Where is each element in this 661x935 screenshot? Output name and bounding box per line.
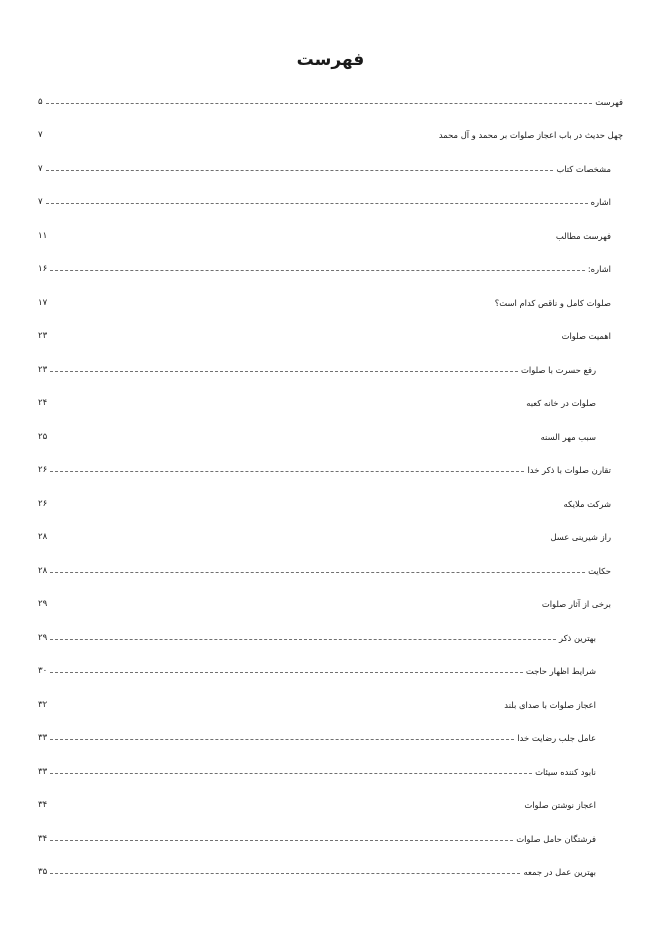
- toc-entry-title: چهل حدیث در باب اعجاز صلوات بر محمد و آل محمد: [438, 130, 623, 140]
- toc-dot-leader: [50, 270, 585, 271]
- toc-entry-title: اشاره: [590, 197, 611, 207]
- toc-entry-title: اهمیت صلوات: [561, 331, 611, 341]
- toc-entry-title: بهترین عمل در جمعه: [523, 867, 596, 877]
- toc-page-number: ۲۹: [38, 599, 48, 609]
- toc-entry[interactable]: [38, 329, 611, 343]
- toc-dot-leader: [50, 572, 585, 573]
- toc-page-number: ۳۳: [38, 767, 48, 777]
- toc-page-number: ۲۳: [38, 365, 48, 375]
- toc-page-number: ۲۹: [38, 633, 48, 643]
- toc-entry[interactable]: [38, 95, 623, 109]
- toc-entry[interactable]: [38, 430, 596, 444]
- toc-entry[interactable]: [38, 463, 611, 477]
- toc-page-number: ۲۳: [38, 331, 48, 341]
- toc-page-number: ۲۶: [38, 499, 48, 509]
- toc-entry-title: اشاره:: [587, 264, 611, 274]
- toc-dot-leader: [50, 739, 514, 740]
- toc-entry[interactable]: [38, 296, 611, 310]
- toc-entry-title: فهرست مطالب: [555, 231, 611, 241]
- toc-entry-title: فهرست: [595, 97, 623, 107]
- toc-entry[interactable]: [38, 664, 596, 678]
- toc-entry-title: بهترین ذكر: [558, 633, 596, 643]
- toc-entry-title: شركت ملایكه: [563, 499, 611, 509]
- toc-page-number: ۳۰: [38, 666, 48, 676]
- toc-dot-leader: [46, 170, 554, 171]
- toc-entry-title: حكایت: [588, 566, 611, 576]
- toc-dot-leader: [50, 773, 532, 774]
- toc-entry[interactable]: [38, 597, 611, 611]
- toc-entry[interactable]: [38, 396, 596, 410]
- toc-entry-title: صلوات كامل و ناقص كدام است؟: [494, 298, 611, 308]
- toc-entry[interactable]: [38, 765, 596, 779]
- toc-page-number: ۱۶: [38, 264, 48, 274]
- toc-entry[interactable]: [38, 865, 596, 879]
- page-title: فهرست: [296, 50, 365, 70]
- toc-entry[interactable]: [38, 731, 596, 745]
- toc-page-number: ۲۸: [38, 566, 48, 576]
- toc-entry-title: عامل جلب رضایت خدا: [517, 733, 596, 743]
- toc-entry-title: نابود كننده سیئات: [535, 767, 596, 777]
- toc-entry[interactable]: [38, 162, 611, 176]
- toc-entry-title: رفع حسرت با صلوات: [521, 365, 596, 375]
- toc-dot-leader: [46, 203, 588, 204]
- toc-page-number: ۳۵: [38, 867, 48, 877]
- toc-entry[interactable]: [38, 798, 596, 812]
- toc-page-number: ۷: [38, 130, 43, 140]
- toc-page-number: ۲۵: [38, 432, 48, 442]
- toc-entry-title: برخی از آثار صلوات: [541, 599, 611, 609]
- toc-entry[interactable]: [38, 530, 611, 544]
- toc-dot-leader: [46, 103, 593, 104]
- toc-page-number: ۷: [38, 164, 43, 174]
- toc-page-number: ۲۶: [38, 465, 48, 475]
- toc-entry[interactable]: [38, 832, 596, 846]
- toc-page-number: ۳۴: [38, 800, 48, 810]
- toc-entry-title: سبب مهر السنه: [540, 432, 596, 442]
- toc-entry[interactable]: [38, 128, 623, 142]
- toc-entry[interactable]: [38, 564, 611, 578]
- toc-dot-leader: [50, 840, 513, 841]
- toc-dot-leader: [50, 639, 556, 640]
- toc-page-number: ۵: [38, 97, 43, 107]
- toc-entry[interactable]: [38, 698, 596, 712]
- toc-page-number: ۷: [38, 197, 43, 207]
- toc-dot-leader: [50, 672, 523, 673]
- toc-entry[interactable]: [38, 497, 611, 511]
- toc-dot-leader: [50, 471, 524, 472]
- toc-entry[interactable]: [38, 262, 611, 276]
- toc-entry[interactable]: [38, 631, 596, 645]
- toc-page-number: ۲۸: [38, 532, 48, 542]
- toc-entry-title: صلوات در خانه كعبه: [526, 398, 596, 408]
- toc-entry-title: مشخصات كتاب: [556, 164, 611, 174]
- toc-page-number: ۱۱: [38, 231, 48, 241]
- toc-entry[interactable]: [38, 229, 611, 243]
- toc-page-number: ۳۳: [38, 733, 48, 743]
- toc-entry-title: فرشتگان حامل صلوات: [516, 834, 596, 844]
- toc-entry[interactable]: [38, 363, 596, 377]
- toc-page-number: ۳۲: [38, 700, 48, 710]
- toc-entry-title: راز شیرینی عسل: [550, 532, 611, 542]
- toc-entry-title: تقارن صلوات با ذكر خدا: [527, 465, 611, 475]
- toc-dot-leader: [50, 371, 518, 372]
- toc-dot-leader: [50, 873, 520, 874]
- toc-page-number: ۱۷: [38, 298, 48, 308]
- toc-entry[interactable]: [38, 195, 611, 209]
- toc-entry-title: شرایط اظهار حاجت: [525, 666, 596, 676]
- toc-page-number: ۳۴: [38, 834, 48, 844]
- toc-page-number: ۲۴: [38, 398, 48, 408]
- toc-entry-title: اعجاز صلوات با صدای بلند: [504, 700, 596, 710]
- toc-entry-title: اعجاز نوشتن صلوات: [524, 800, 596, 810]
